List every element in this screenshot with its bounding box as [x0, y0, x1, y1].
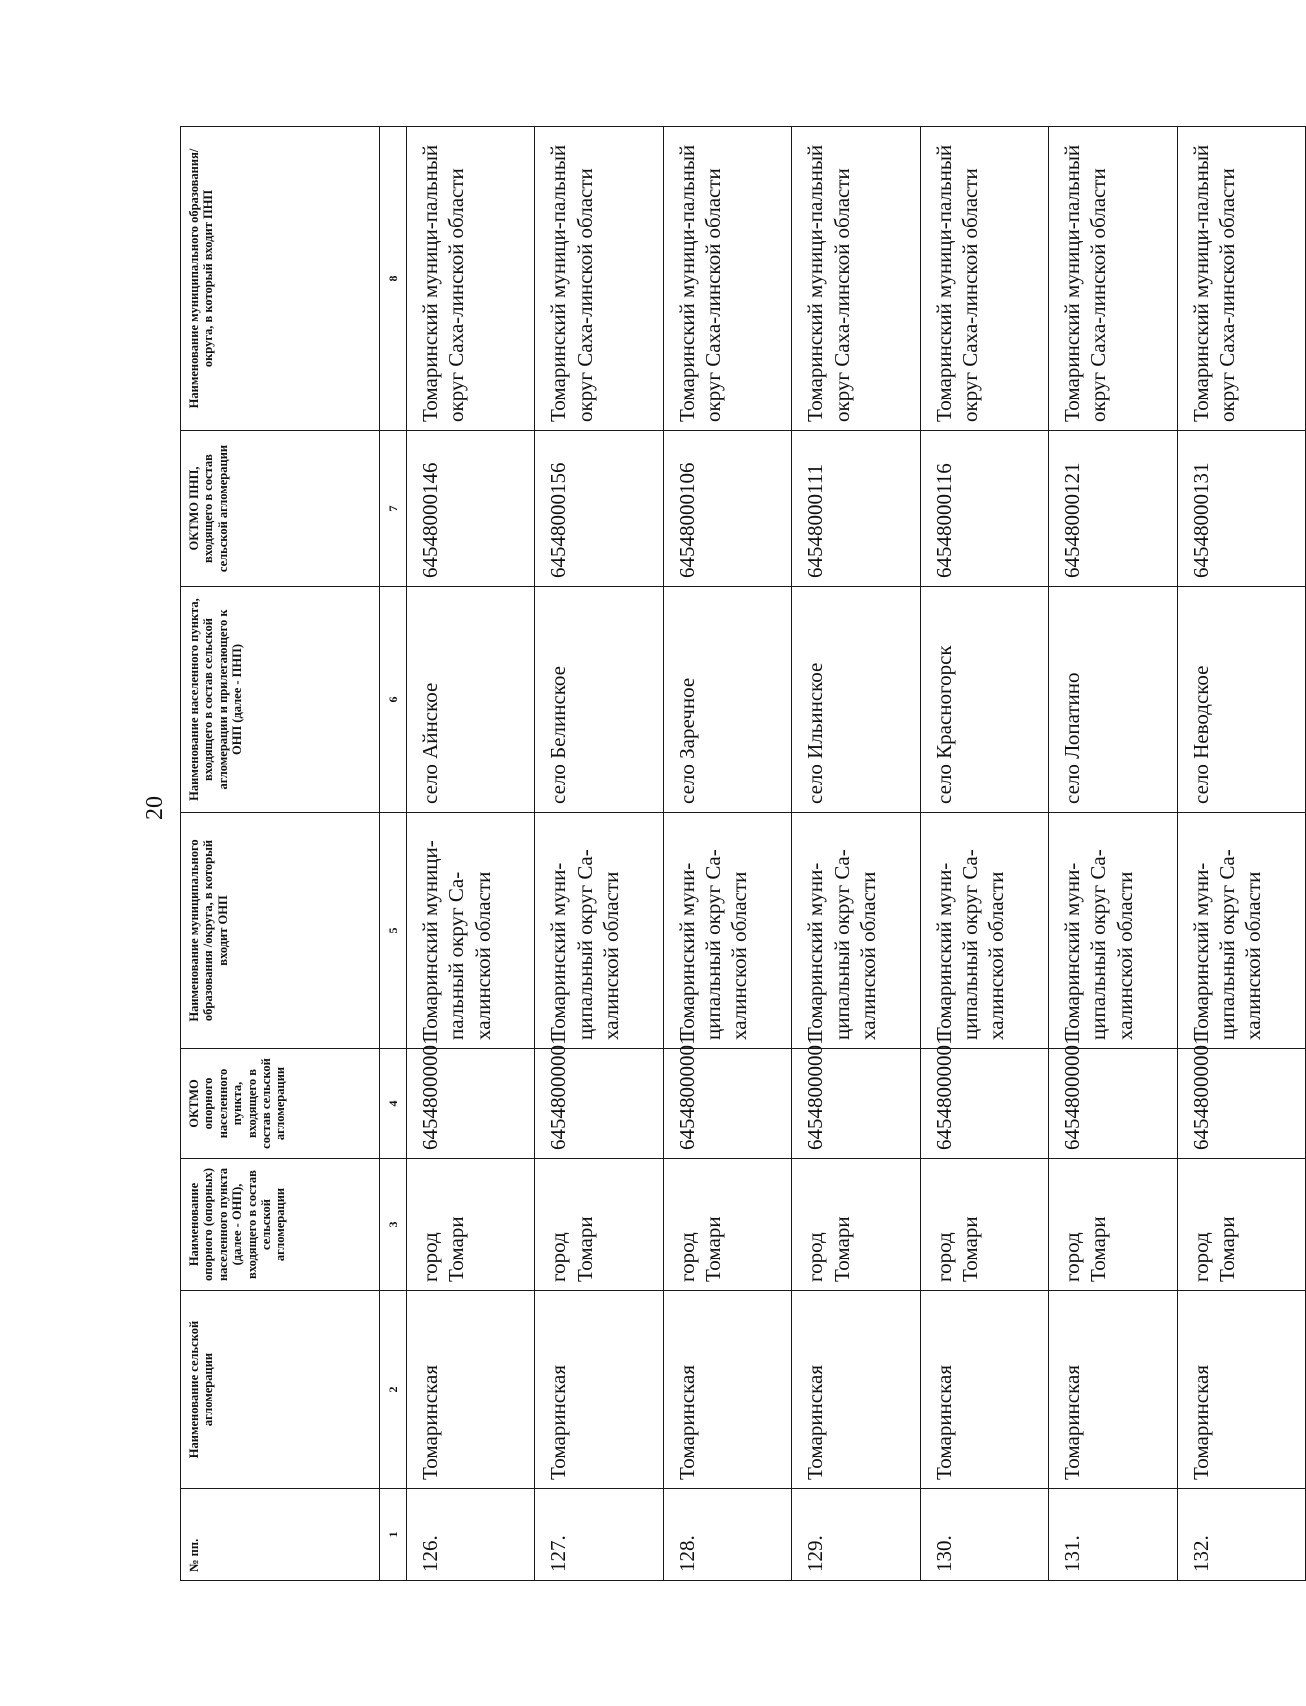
- agglomeration-cell: Томаринская: [1177, 1291, 1305, 1489]
- column-number: 7: [380, 431, 407, 587]
- header-cell: ОКТМО опорного населенного пункта, входящего в состав сельской агломерации: [181, 1049, 380, 1159]
- table-row: [407, 127, 535, 1581]
- onp-name-cell: город Томари: [792, 1159, 920, 1291]
- onp-oktmo-cell: 64548000001: [663, 1049, 791, 1159]
- table-row: [1177, 127, 1305, 1581]
- header-cell: Наименование населенного пункта, входящего в состав сельской агломерации и прилегающего к ОНП (далее - ПНП): [181, 587, 380, 813]
- table-row: [663, 127, 791, 1581]
- agglomeration-cell: Томаринская: [792, 1291, 920, 1489]
- onp-name-cell: город Томари: [1049, 1159, 1177, 1291]
- column-number: 3: [380, 1159, 407, 1291]
- table-row: [920, 127, 1048, 1581]
- onp-oktmo-cell: 64548000001: [792, 1049, 920, 1159]
- pnp-municipality-cell: Томаринский муници-пальный округ Саха-линской области: [663, 127, 791, 431]
- table-row: [535, 127, 663, 1581]
- onp-name-cell: город Томари: [535, 1159, 663, 1291]
- pnp-municipality-cell: Томаринский муници-пальный округ Саха-линской области: [792, 127, 920, 431]
- header-cell: Наименование сельской агломерации: [181, 1291, 380, 1489]
- pnp-oktmo-cell: 64548000131: [1177, 431, 1305, 587]
- onp-oktmo-cell: 64548000001: [407, 1049, 535, 1159]
- pnp-name-cell: село Белинское: [535, 587, 663, 813]
- header-cell: ОКТМО ПНП, входящего в состав сельской агломерации: [181, 431, 380, 587]
- pnp-name-cell: село Заречное: [663, 587, 791, 813]
- onp-name-cell: город Томари: [663, 1159, 791, 1291]
- column-number: 2: [380, 1291, 407, 1489]
- pnp-name-cell: село Айнское: [407, 587, 535, 813]
- agglomeration-cell: Томаринская: [407, 1291, 535, 1489]
- pnp-oktmo-cell: 64548000106: [663, 431, 791, 587]
- onp-municipality-cell: Томаринский муни-ципальный округ Са-халинской области: [792, 813, 920, 1049]
- table-row: [1049, 127, 1177, 1581]
- pnp-name-cell: село Ильинское: [792, 587, 920, 813]
- onp-municipality-cell: Томаринский муници-пальный округ Са-халинской области: [407, 813, 535, 1049]
- pnp-name-cell: село Неводское: [1177, 587, 1305, 813]
- onp-municipality-cell: Томаринский муни-ципальный округ Са-халинской области: [920, 813, 1048, 1049]
- onp-municipality-cell: Томаринский муни-ципальный округ Са-халинской области: [1177, 813, 1305, 1049]
- onp-name-cell: город Томари: [407, 1159, 535, 1291]
- row-number-cell: 129.: [792, 1489, 920, 1581]
- header-cell: Наименование опорного (опорных) населенного пункта (далее - ОНП), входящего в состав сельской агломерации: [181, 1159, 380, 1291]
- row-number-cell: 131.: [1049, 1489, 1177, 1581]
- onp-oktmo-cell: 64548000001: [920, 1049, 1048, 1159]
- pnp-name-cell: село Красногорск: [920, 587, 1048, 813]
- onp-municipality-cell: Томаринский муни-ципальный округ Са-халинской области: [663, 813, 791, 1049]
- row-number-cell: 132.: [1177, 1489, 1305, 1581]
- table-row: [792, 127, 920, 1581]
- row-number-cell: 127.: [535, 1489, 663, 1581]
- column-number: 8: [380, 127, 407, 431]
- pnp-municipality-cell: Томаринский муници-пальный округ Саха-линской области: [407, 127, 535, 431]
- onp-municipality-cell: Томаринский муни-ципальный округ Са-халинской области: [535, 813, 663, 1049]
- header-row: [181, 127, 380, 1581]
- document-table-container: [180, 127, 1306, 1581]
- pnp-municipality-cell: Томаринский муници-пальный округ Саха-линской области: [1177, 127, 1305, 431]
- onp-oktmo-cell: 64548000001: [535, 1049, 663, 1159]
- pnp-oktmo-cell: 64548000116: [920, 431, 1048, 587]
- row-number-cell: 130.: [920, 1489, 1048, 1581]
- column-number: 1: [380, 1489, 407, 1581]
- onp-oktmo-cell: 64548000001: [1049, 1049, 1177, 1159]
- column-number: 5: [380, 813, 407, 1049]
- onp-municipality-cell: Томаринский муни-ципальный округ Са-халинской области: [1049, 813, 1177, 1049]
- pnp-oktmo-cell: 64548000156: [535, 431, 663, 587]
- agglomeration-table: [180, 126, 1306, 1581]
- header-cell: Наименование муниципального образования/округа, в который входит ПНП: [181, 127, 380, 431]
- onp-name-cell: город Томари: [1177, 1159, 1305, 1291]
- page-number: 20: [142, 796, 168, 820]
- pnp-municipality-cell: Томаринский муници-пальный округ Саха-линской области: [1049, 127, 1177, 431]
- agglomeration-cell: Томаринская: [535, 1291, 663, 1489]
- row-number-cell: 126.: [407, 1489, 535, 1581]
- header-cell: № пп.: [181, 1489, 380, 1581]
- agglomeration-cell: Томаринская: [1049, 1291, 1177, 1489]
- column-number-row: [380, 127, 407, 1581]
- agglomeration-cell: Томаринская: [663, 1291, 791, 1489]
- pnp-name-cell: село Лопатино: [1049, 587, 1177, 813]
- pnp-municipality-cell: Томаринский муници-пальный округ Саха-линской области: [920, 127, 1048, 431]
- onp-oktmo-cell: 64548000001: [1177, 1049, 1305, 1159]
- pnp-oktmo-cell: 64548000146: [407, 431, 535, 587]
- pnp-oktmo-cell: 64548000121: [1049, 431, 1177, 587]
- row-number-cell: 128.: [663, 1489, 791, 1581]
- onp-name-cell: город Томари: [920, 1159, 1048, 1291]
- column-number: 6: [380, 587, 407, 813]
- pnp-municipality-cell: Томаринский муници-пальный округ Саха-линской области: [535, 127, 663, 431]
- pnp-oktmo-cell: 64548000111: [792, 431, 920, 587]
- column-number: 4: [380, 1049, 407, 1159]
- agglomeration-cell: Томаринская: [920, 1291, 1048, 1489]
- header-cell: Наименование муниципального образования /округа, в который входит ОНП: [181, 813, 380, 1049]
